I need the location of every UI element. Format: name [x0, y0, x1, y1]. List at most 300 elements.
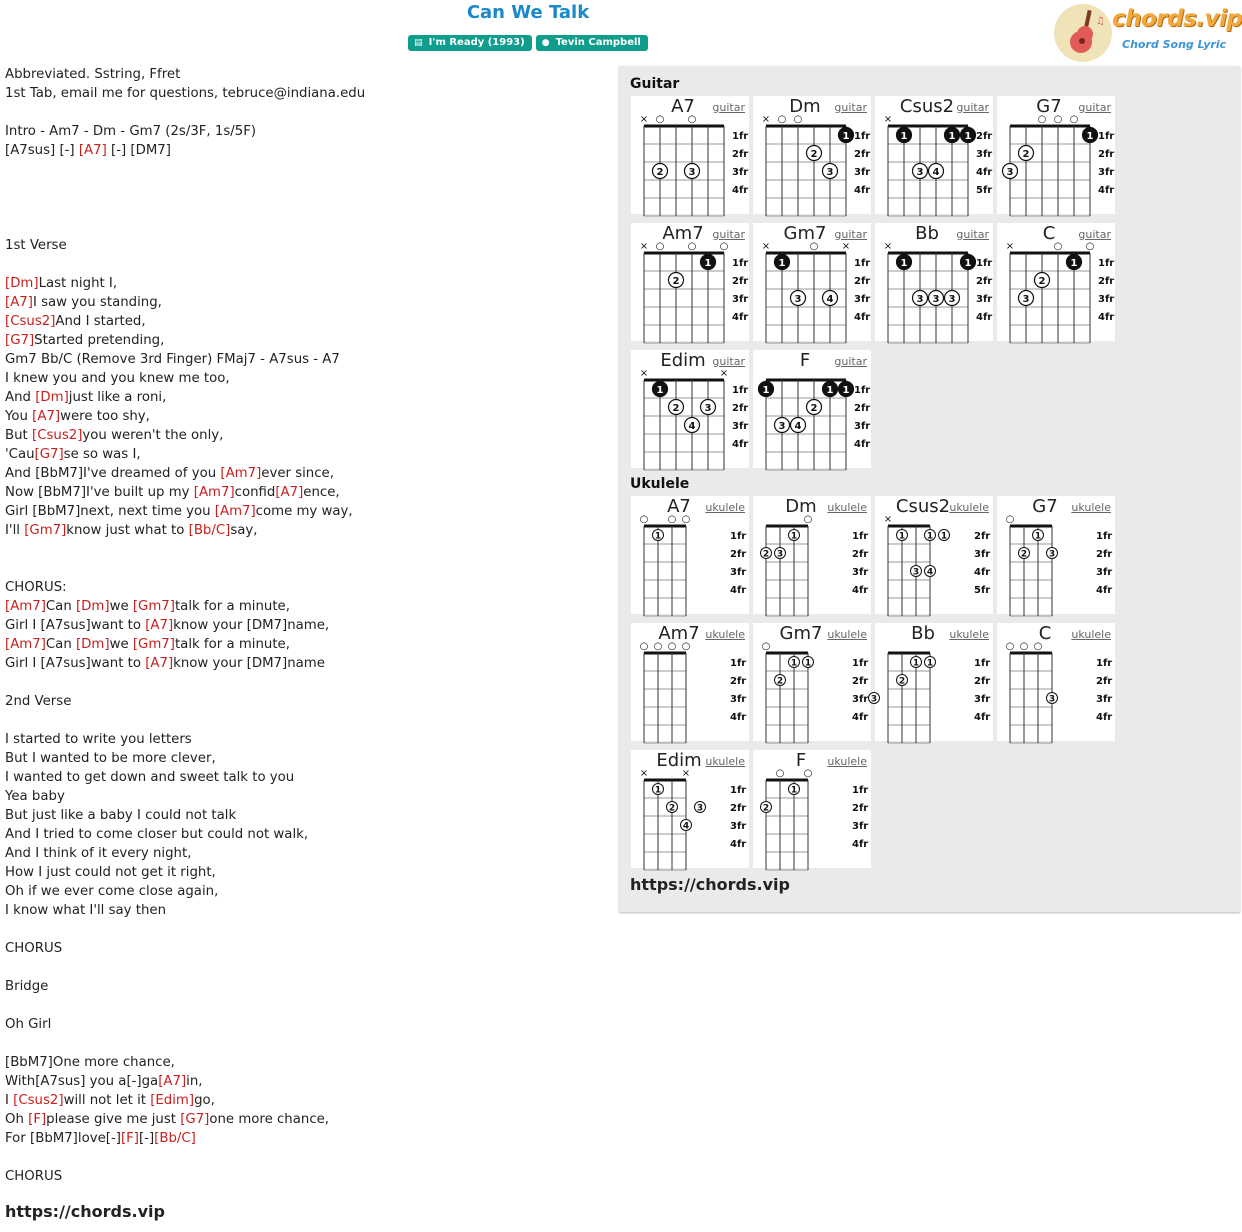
- chord-link[interactable]: [Gm7]: [132, 599, 175, 614]
- svg-text:1: 1: [898, 531, 906, 542]
- lyric-line: [5, 331, 605, 350]
- lyric-line: [5, 217, 605, 236]
- svg-text:2: 2: [898, 676, 906, 687]
- svg-text:2: 2: [762, 549, 770, 560]
- string-marker: ○: [775, 768, 785, 779]
- svg-text:1: 1: [790, 658, 798, 669]
- lyric-line: [5, 293, 605, 312]
- fret-label: 1fr: [732, 385, 749, 396]
- finger-dot: [669, 273, 684, 288]
- fret-label: 4fr: [732, 185, 749, 196]
- fret-label: 3fr: [852, 821, 869, 832]
- fret-label: 4fr: [732, 312, 749, 323]
- svg-text:1: 1: [940, 531, 948, 542]
- lyric-line: [5, 198, 605, 217]
- instrument-link[interactable]: guitar: [712, 355, 745, 368]
- lyric-text: talk for a minute,: [174, 637, 290, 652]
- guitar-chord-card-a7[interactable]: [631, 96, 749, 214]
- instrument-link[interactable]: guitar: [834, 101, 867, 114]
- fret-label: 2fr: [974, 676, 991, 687]
- finger-dot: [1035, 273, 1050, 288]
- lyric-text: Last night I,: [38, 276, 118, 291]
- guitar-section-title: Guitar: [630, 76, 680, 92]
- finger-dot: [961, 128, 976, 143]
- ukulele-chord-card-c[interactable]: [997, 623, 1115, 741]
- fret-label: 2fr: [732, 149, 749, 160]
- logo-tagline: Chord Song Lyric: [1122, 38, 1227, 51]
- chord-name: Csus2: [899, 96, 955, 117]
- lyric-text: Started pretending,: [34, 333, 165, 348]
- lyric-text: For [BbM7]love[-]: [5, 1131, 121, 1146]
- fret-label: 3fr: [852, 694, 869, 705]
- svg-text:1: 1: [926, 531, 934, 542]
- chord-name: Csus2: [895, 496, 951, 517]
- lyric-text: Yea baby: [5, 789, 65, 804]
- ukulele-chord-card-gm7[interactable]: [753, 623, 871, 741]
- lyrics-body: [5, 65, 605, 1186]
- svg-text:1: 1: [1086, 131, 1094, 142]
- string-marker: ×: [639, 114, 649, 125]
- chord-link[interactable]: [Dm]: [75, 599, 110, 614]
- fret-label: 5fr: [974, 585, 991, 596]
- finger-dot: [761, 548, 772, 560]
- lyric-text: And I tried to come closer but could not walk,: [5, 827, 309, 842]
- page-title: Can We Talk: [466, 2, 590, 23]
- svg-text:4: 4: [688, 421, 696, 432]
- lyric-line: [5, 540, 605, 559]
- lyric-line: [5, 996, 605, 1015]
- lyric-line: [5, 711, 605, 730]
- svg-text:1: 1: [704, 258, 712, 269]
- chord-link[interactable]: [G7]: [34, 447, 64, 462]
- lyric-line: [5, 1034, 605, 1053]
- chord-name: Gm7: [783, 223, 827, 244]
- lyric-line: [5, 863, 605, 882]
- svg-text:3: 3: [704, 403, 712, 414]
- fret-label: 2fr: [732, 276, 749, 287]
- finger-dot: [775, 418, 790, 433]
- string-marker: ○: [1037, 114, 1047, 125]
- instrument-link[interactable]: ukulele: [705, 501, 745, 514]
- chord-link[interactable]: [Dm]: [75, 637, 110, 652]
- string-marker: ○: [1053, 114, 1063, 125]
- chord-link[interactable]: [F]: [120, 1131, 139, 1146]
- lyric-text: ever since,: [261, 466, 334, 481]
- lyric-text: just like a roni,: [68, 390, 167, 405]
- lyric-text: 1st Verse: [5, 238, 67, 253]
- fret-label: 1fr: [730, 658, 747, 669]
- chord-link[interactable]: [Bb/C]: [188, 523, 231, 538]
- lyric-line: [5, 502, 605, 521]
- lyric-text: you weren't the only,: [82, 428, 224, 443]
- instrument-link[interactable]: ukulele: [1071, 628, 1111, 641]
- svg-text:3: 3: [916, 167, 924, 178]
- lyric-line: [5, 369, 605, 388]
- instrument-link[interactable]: ukulele: [827, 501, 867, 514]
- fret-label: 4fr: [1098, 185, 1115, 196]
- chord-name: G7: [1036, 96, 1062, 117]
- lyric-line: [5, 160, 605, 179]
- finger-dot: [789, 530, 800, 542]
- finger-dot: [913, 291, 928, 306]
- string-marker: ×: [761, 114, 771, 125]
- lyric-text: go,: [194, 1093, 215, 1108]
- lyric-line: [5, 806, 605, 825]
- lyric-line: [5, 483, 605, 502]
- string-marker: ×: [761, 241, 771, 252]
- fret-label: 4fr: [852, 839, 869, 850]
- lyric-text: With[A7sus] you a[-]ga: [5, 1074, 159, 1089]
- lyric-line: [5, 882, 605, 901]
- lyric-line: [5, 122, 605, 141]
- svg-text:3: 3: [912, 567, 920, 578]
- guitar-chord-card-c[interactable]: [997, 223, 1115, 341]
- lyric-line: [5, 464, 605, 483]
- chord-link[interactable]: [A7]: [145, 618, 174, 633]
- finger-dot: [823, 164, 838, 179]
- guitar-chord-card-edim[interactable]: [631, 350, 749, 468]
- chord-link[interactable]: [Am7]: [5, 637, 46, 652]
- lyric-text: will not let it: [63, 1093, 151, 1108]
- ukulele-chord-card-g7[interactable]: [997, 496, 1115, 614]
- lyric-line: [5, 749, 605, 768]
- chord-link[interactable]: [A7]: [158, 1074, 187, 1089]
- lyric-line: [5, 597, 605, 616]
- fret-label: 2fr: [854, 276, 871, 287]
- fret-label: 4fr: [852, 585, 869, 596]
- finger-dot: [1047, 693, 1058, 705]
- lyric-line: [5, 445, 605, 464]
- finger-dot: [945, 128, 960, 143]
- svg-text:2: 2: [656, 167, 664, 178]
- lyric-line: [5, 1072, 605, 1091]
- chord-link[interactable]: [Edim]: [150, 1093, 195, 1108]
- fret-label: 4fr: [1098, 312, 1115, 323]
- instrument-link[interactable]: guitar: [712, 101, 745, 114]
- guitar-chord-card-bb[interactable]: [875, 223, 993, 341]
- chord-link[interactable]: [A7]: [145, 656, 174, 671]
- lyric-line: [5, 977, 605, 996]
- fret-label: 3fr: [730, 694, 747, 705]
- fret-label: 2fr: [976, 131, 993, 142]
- lyric-text: Intro - Am7 - Dm - Gm7 (2s/3F, 1s/5F): [5, 124, 257, 139]
- chord-link[interactable]: [Bb/C]: [154, 1131, 196, 1146]
- fret-label: 4fr: [1096, 585, 1113, 596]
- guitar-chord-card-am7[interactable]: [631, 223, 749, 341]
- fret-label: 2fr: [852, 549, 869, 560]
- lyric-text: 1st Tab, email me for questions, tebruce@indiana.edu: [5, 86, 366, 101]
- chord-name: Bb: [915, 223, 939, 244]
- chord-link[interactable]: [Gm7]: [24, 523, 67, 538]
- finger-dot: [1019, 548, 1030, 560]
- chord-name: Edim: [656, 750, 702, 771]
- album-badge[interactable]: [408, 35, 532, 51]
- string-marker: ×: [639, 241, 649, 252]
- footer-link[interactable]: https://chords.vip: [5, 1202, 165, 1221]
- instrument-link[interactable]: guitar: [712, 228, 745, 241]
- svg-text:1: 1: [762, 385, 770, 396]
- instrument-link[interactable]: guitar: [956, 101, 989, 114]
- fret-label: 3fr: [854, 421, 871, 432]
- svg-text:1: 1: [912, 658, 920, 669]
- string-marker: ○: [803, 514, 813, 525]
- lyric-line: [5, 407, 605, 426]
- lyric-line: [5, 103, 605, 122]
- string-marker: ○: [687, 114, 697, 125]
- svg-text:4: 4: [926, 567, 934, 578]
- svg-text:1: 1: [842, 131, 850, 142]
- chord-name: F: [795, 750, 807, 771]
- chord-link[interactable]: [Csus2]: [5, 314, 56, 329]
- chord-link[interactable]: [G7]: [180, 1112, 210, 1127]
- chord-link[interactable]: [Am7]: [5, 599, 46, 614]
- chord-link[interactable]: [Csus2]: [13, 1093, 64, 1108]
- lyric-text: And: [5, 390, 36, 405]
- ukulele-chord-card-bb[interactable]: [870, 623, 993, 741]
- fret-label: 1fr: [730, 531, 747, 542]
- finger-dot: [1033, 530, 1044, 542]
- chord-link[interactable]: [A7]: [275, 485, 304, 500]
- fret-label: 1fr: [854, 131, 871, 142]
- lyric-text: I: [5, 1093, 14, 1108]
- lyric-line: [5, 312, 605, 331]
- finger-dot: [759, 382, 774, 397]
- fret-label: 3fr: [1096, 694, 1113, 705]
- svg-text:2: 2: [672, 276, 680, 287]
- lyric-line: [5, 559, 605, 578]
- svg-text:3: 3: [948, 294, 956, 305]
- finger-dot: [839, 128, 854, 143]
- lyric-line: [5, 84, 605, 103]
- lyric-text: You: [5, 409, 33, 424]
- lyric-text: Now [BbM7]I've built up my: [5, 485, 194, 500]
- instrument-link[interactable]: ukulele: [827, 755, 867, 768]
- finger-dot: [823, 291, 838, 306]
- ukulele-chord-card-csus2[interactable]: [875, 496, 993, 614]
- lyric-text: I knew you and you knew me too,: [5, 371, 230, 386]
- svg-text:3: 3: [870, 694, 878, 705]
- song-badges: [0, 35, 1056, 51]
- finger-dot: [945, 291, 960, 306]
- string-marker: ○: [761, 641, 771, 652]
- lyric-text: CHORUS: [5, 1169, 63, 1184]
- string-marker: ×: [883, 241, 893, 252]
- site-logo[interactable]: [1054, 2, 1240, 64]
- guitar-chord-card-dm[interactable]: [753, 96, 871, 214]
- fret-label: 2fr: [732, 403, 749, 414]
- lyric-line: [5, 673, 605, 692]
- finger-dot: [1019, 291, 1034, 306]
- lyric-text: Oh Girl: [5, 1017, 52, 1032]
- fret-label: 2fr: [854, 149, 871, 160]
- lyric-text: say,: [230, 523, 258, 538]
- guitar-chord-card-f[interactable]: [753, 350, 871, 468]
- finger-dot: [925, 566, 936, 578]
- ukulele-chord-card-f[interactable]: [753, 750, 871, 868]
- svg-text:3: 3: [776, 549, 784, 560]
- fret-label: 3fr: [1096, 567, 1113, 578]
- fret-label: 2fr: [974, 531, 991, 542]
- svg-text:3: 3: [688, 167, 696, 178]
- fret-label: 1fr: [854, 258, 871, 269]
- fret-label: 2fr: [1098, 149, 1115, 160]
- finger-dot: [695, 802, 706, 814]
- lyric-text: And I think of it every night,: [5, 846, 192, 861]
- finger-dot: [653, 164, 668, 179]
- instrument-link[interactable]: ukulele: [827, 628, 867, 641]
- svg-text:1: 1: [826, 385, 834, 396]
- chord-link[interactable]: [Gm7]: [132, 637, 175, 652]
- fret-label: 2fr: [852, 676, 869, 687]
- finger-dot: [789, 657, 800, 669]
- svg-text:3: 3: [778, 421, 786, 432]
- ukulele-chord-card-a7[interactable]: [631, 496, 749, 614]
- fret-label: 3fr: [976, 149, 993, 160]
- fret-label: 4fr: [730, 839, 747, 850]
- lyric-line: [5, 179, 605, 198]
- lyric-line: [5, 616, 605, 635]
- finger-dot: [653, 382, 668, 397]
- finger-dot: [789, 784, 800, 796]
- lyric-line: [5, 1015, 605, 1034]
- lyric-text: How I just could not get it right,: [5, 865, 216, 880]
- svg-text:1: 1: [964, 258, 972, 269]
- fret-label: 4fr: [732, 439, 749, 450]
- instrument-link[interactable]: guitar: [834, 228, 867, 241]
- fret-label: 3fr: [732, 294, 749, 305]
- chord-link[interactable]: [Csus2]: [32, 428, 83, 443]
- panel-link[interactable]: https://chords.vip: [630, 875, 790, 894]
- string-marker: ○: [1033, 641, 1043, 652]
- finger-dot: [701, 400, 716, 415]
- instrument-link[interactable]: ukulele: [949, 501, 989, 514]
- fret-label: 4fr: [730, 585, 747, 596]
- fret-label: 3fr: [974, 694, 991, 705]
- lyric-text: Girl I [A7sus]want to: [5, 656, 146, 671]
- lyric-line: [5, 1148, 605, 1167]
- chord-link[interactable]: [Dm]: [5, 276, 39, 291]
- instrument-link[interactable]: ukulele: [1071, 501, 1111, 514]
- svg-text:2: 2: [762, 803, 770, 814]
- chord-link[interactable]: [G7]: [5, 333, 35, 348]
- instrument-link[interactable]: ukulele: [949, 628, 989, 641]
- finger-dot: [911, 657, 922, 669]
- fret-label: 1fr: [854, 385, 871, 396]
- instrument-link[interactable]: guitar: [1078, 101, 1111, 114]
- lyric-line: [5, 1110, 605, 1129]
- ukulele-chord-card-edim[interactable]: [631, 750, 749, 868]
- fret-label: 1fr: [732, 131, 749, 142]
- string-marker: ○: [681, 514, 691, 525]
- chord-link[interactable]: [Am7]: [193, 485, 235, 500]
- guitar-chord-card-csus2[interactable]: [875, 96, 993, 214]
- fret-label: 1fr: [1098, 131, 1115, 142]
- svg-text:2: 2: [1020, 549, 1028, 560]
- finger-dot: [681, 820, 692, 832]
- chord-link[interactable]: [Am7]: [220, 466, 262, 481]
- svg-text:1: 1: [842, 385, 850, 396]
- guitar-chord-card-g7[interactable]: [997, 96, 1115, 214]
- lyric-text: please give me just: [46, 1112, 181, 1127]
- finger-dot: [653, 784, 664, 796]
- chord-name: Bb: [911, 623, 935, 644]
- chord-name: F: [799, 350, 811, 371]
- ukulele-chord-card-dm[interactable]: [753, 496, 871, 614]
- finger-dot: [925, 530, 936, 542]
- chord-link[interactable]: [F]: [28, 1112, 47, 1127]
- finger-dot: [939, 530, 950, 542]
- chord-link[interactable]: [Am7]: [214, 504, 256, 519]
- chord-link[interactable]: [A7]: [78, 143, 107, 158]
- svg-text:3: 3: [696, 803, 704, 814]
- finger-dot: [761, 802, 772, 814]
- chord-name: G7: [1032, 496, 1058, 517]
- chord-name: Edim: [660, 350, 706, 371]
- lyric-line: [5, 901, 605, 920]
- string-marker: ×: [883, 114, 893, 125]
- ukulele-chord-card-am7[interactable]: [631, 623, 749, 741]
- finger-dot: [775, 548, 786, 560]
- lyric-line: [5, 730, 605, 749]
- lyric-text: know just what to: [66, 523, 189, 538]
- lyric-text: we: [109, 637, 133, 652]
- string-marker: ○: [1053, 241, 1063, 252]
- lyric-line: [5, 426, 605, 445]
- chord-name: C: [1038, 623, 1052, 644]
- svg-text:3: 3: [1048, 694, 1056, 705]
- svg-text:1: 1: [790, 785, 798, 796]
- svg-text:3: 3: [1048, 549, 1056, 560]
- lyric-text: And [BbM7]I've dreamed of you: [5, 466, 221, 481]
- lyric-line: [5, 768, 605, 787]
- chord-link[interactable]: [A7]: [32, 409, 61, 424]
- lyric-text: Girl I [A7sus]want to: [5, 618, 146, 633]
- guitar-chord-card-gm7[interactable]: [753, 223, 871, 341]
- instrument-link[interactable]: guitar: [834, 355, 867, 368]
- instrument-link[interactable]: ukulele: [705, 628, 745, 641]
- instrument-link[interactable]: ukulele: [705, 755, 745, 768]
- chord-link[interactable]: [A7]: [5, 295, 33, 310]
- artist-badge[interactable]: [536, 35, 648, 51]
- svg-text:2: 2: [1038, 276, 1046, 287]
- chord-link[interactable]: [Dm]: [35, 390, 69, 405]
- fret-label: 1fr: [1096, 658, 1113, 669]
- lyric-text: [A7sus] [-]: [5, 143, 79, 158]
- fret-label: 1fr: [974, 658, 991, 669]
- lyric-line: [5, 521, 605, 540]
- finger-dot: [897, 255, 912, 270]
- fret-label: 1fr: [1098, 258, 1115, 269]
- lyric-line: [5, 255, 605, 274]
- lyric-text: one more chance,: [209, 1112, 330, 1127]
- svg-text:1: 1: [804, 658, 812, 669]
- lyric-line: [5, 65, 605, 84]
- svg-text:3: 3: [826, 167, 834, 178]
- finger-dot: [929, 291, 944, 306]
- svg-text:2: 2: [1022, 149, 1030, 160]
- instrument-link[interactable]: guitar: [1078, 228, 1111, 241]
- svg-text:4: 4: [826, 294, 834, 305]
- instrument-link[interactable]: guitar: [956, 228, 989, 241]
- finger-dot: [1003, 164, 1018, 179]
- svg-text:1: 1: [900, 131, 908, 142]
- string-marker: ○: [803, 768, 813, 779]
- lyric-text: [-] [DM7]: [106, 143, 171, 158]
- fret-label: 1fr: [852, 785, 869, 796]
- fret-label: 3fr: [730, 567, 747, 578]
- svg-text:2: 2: [672, 403, 680, 414]
- svg-text:3: 3: [916, 294, 924, 305]
